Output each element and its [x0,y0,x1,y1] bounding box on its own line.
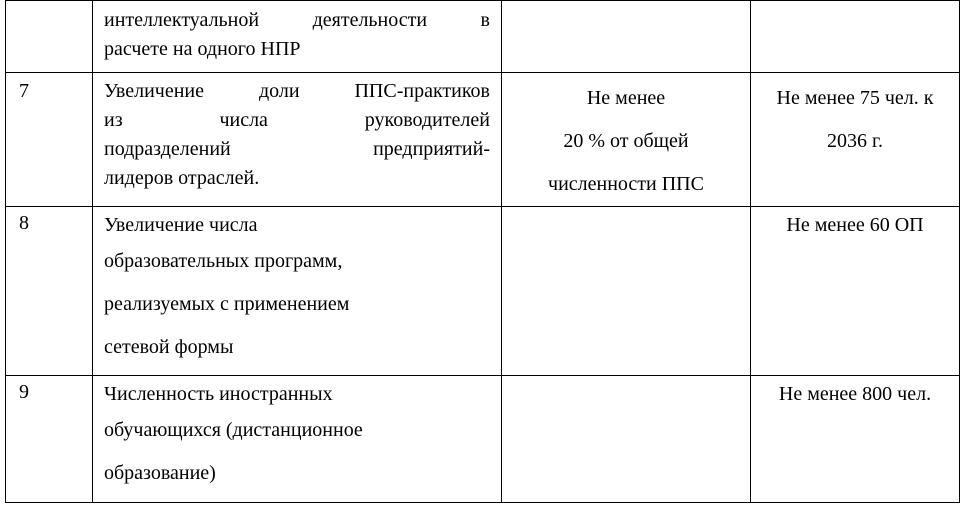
row-number: 8 [19,212,29,234]
table-row [6,376,960,503]
target-value-line: Не менее [586,87,666,109]
indicator-text-line: интеллектуальной деятельности в [104,9,490,31]
target-value-cell [502,1,751,73]
target-deadline-line: 2036 г. [827,130,883,152]
row-number-cell [6,376,93,503]
indicator-text-line: сетевой формы [104,336,234,358]
row-number: 9 [19,381,29,403]
target-deadline-line: Не менее 60 ОП [786,214,924,236]
indicator-text-line: лидеров отраслей. [104,167,260,189]
indicators-table [5,0,960,503]
indicator-text-line: Численность иностранных [104,383,333,405]
indicator-text-line: подразделений предприятий- [104,138,490,160]
indicator-text-line: Увеличение числа [104,214,258,236]
target-value-cell [502,376,751,503]
target-deadline-line: Не менее 75 чел. к [776,87,934,109]
row-number-cell [6,207,93,376]
row-number-cell [6,1,93,73]
table-row [6,1,960,73]
indicator-text-line: образование) [104,462,216,484]
target-value-line: 20 % от общей [563,130,689,152]
indicator-text-line: обучающихся (дистанционное [104,419,363,441]
indicator-text-line: образовательных программ, [104,250,343,272]
target-deadline-cell [751,73,960,207]
indicator-text-line: Увеличение доли ППС-практиков [104,80,490,102]
target-deadline-cell [751,207,960,376]
target-value-cell [502,73,751,207]
table-row [6,207,960,376]
indicator-text-line: расчете на одного НПР [104,38,301,60]
row-number: 7 [19,80,29,102]
indicator-text-cell [93,73,502,207]
indicator-text-line: реализуемых с применением [104,293,350,315]
indicator-text-cell [93,207,502,376]
table-row [6,73,960,207]
target-deadline-cell [751,1,960,73]
indicator-text-cell [93,1,502,73]
target-deadline-cell [751,376,960,503]
row-number-cell [6,73,93,207]
target-value-line: численности ППС [548,173,704,195]
target-deadline-line: Не менее 800 чел. [778,383,932,405]
indicator-text-line: из числа руководителей [104,109,490,131]
target-value-cell [502,207,751,376]
indicator-text-cell [93,376,502,503]
